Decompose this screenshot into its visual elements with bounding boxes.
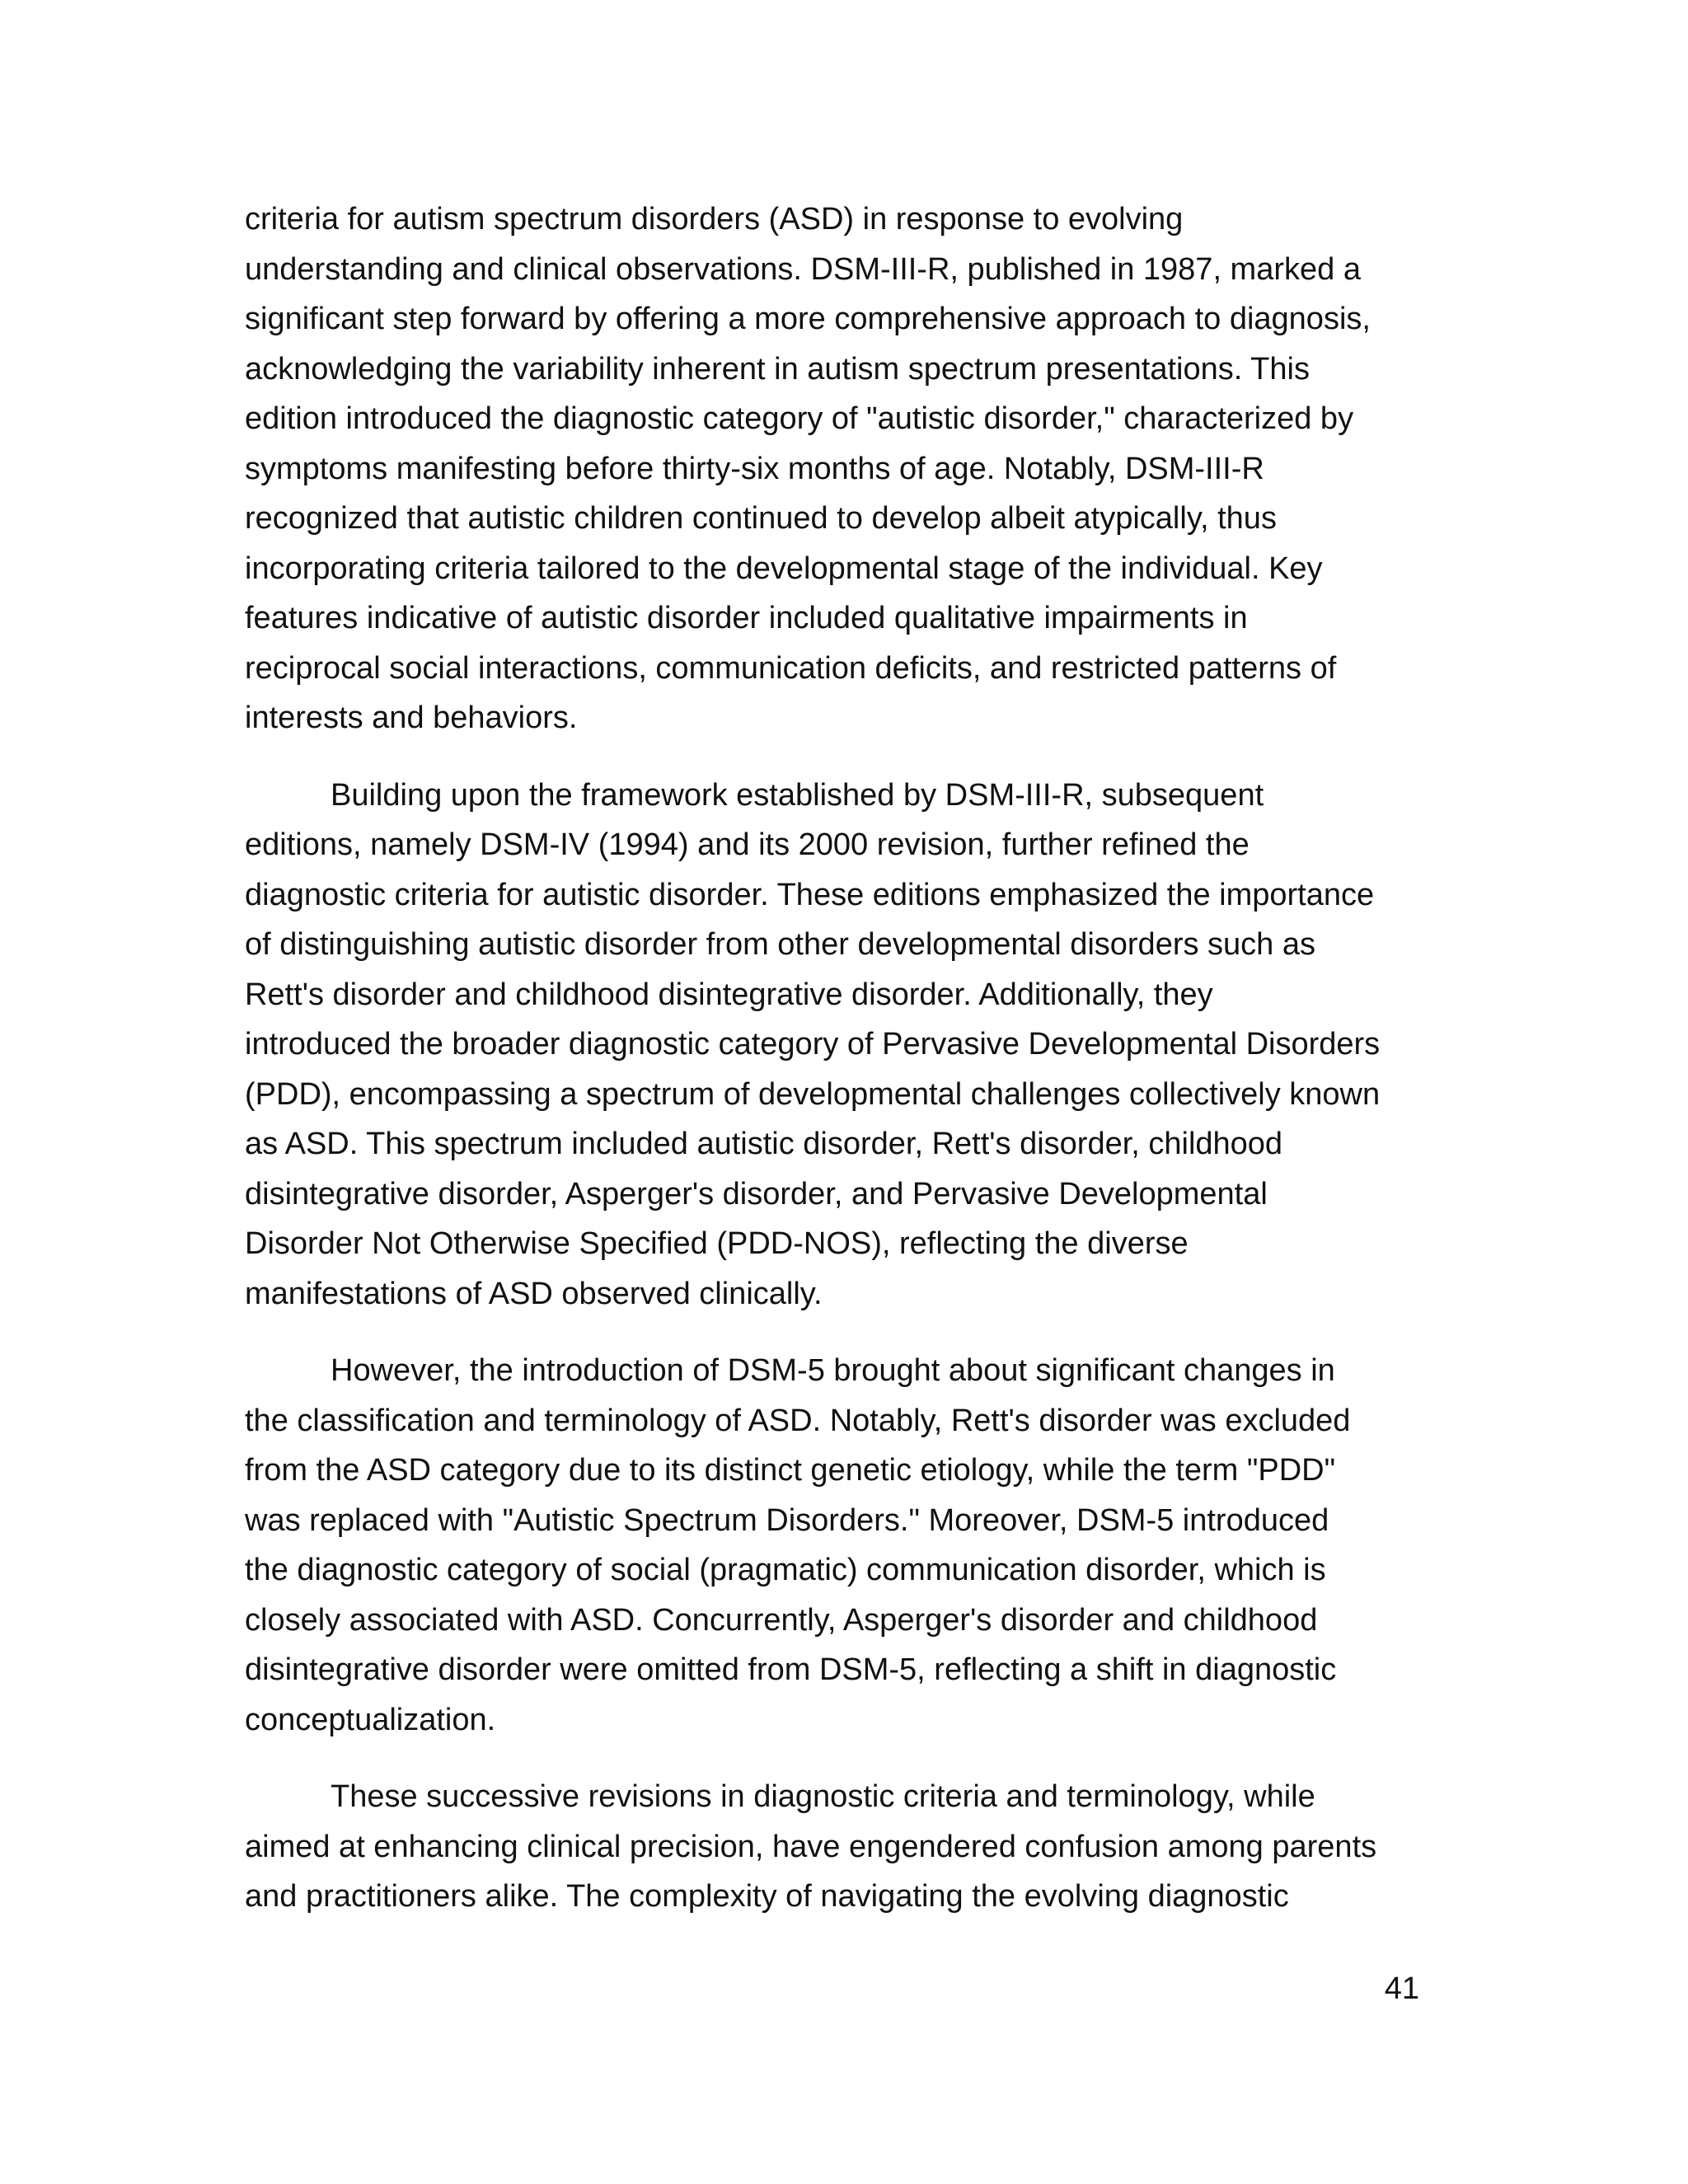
paragraph-line: significant step forward by offering a more comprehensive approach to diagnosis, — [245, 302, 1371, 336]
paragraph-line: acknowledging the variability inherent in autism spectrum presentations. This — [245, 351, 1310, 387]
paragraph-line: as ASD. This spectrum included autistic disorder, Rett's disorder, childhood — [245, 1127, 1283, 1161]
paragraph-line: diagnostic criteria for autistic disorder. These editions emphasized the importance — [245, 877, 1375, 912]
paragraph-line: understanding and clinical observations. DSM-III-R, published in 1987, marked a — [245, 251, 1361, 287]
paragraph-3 — [245, 1346, 1440, 1745]
paragraph-line: However, the introduction of DSM-5 brought about significant changes in — [331, 1353, 1335, 1388]
paragraph-line: closely associated with ASD. Concurrently, Asperger's disorder and childhood — [245, 1602, 1318, 1638]
paragraph-line: criteria for autism spectrum disorders (ASD) in response to evolving — [245, 202, 1184, 237]
paragraph-line: symptoms manifesting before thirty-six months of age. Notably, DSM-III-R — [245, 451, 1264, 486]
paragraph-line: disintegrative disorder, Asperger's disorder, and Pervasive Developmental — [245, 1176, 1268, 1212]
paragraph-line: and practitioners alike. The complexity of navigating the evolving diagnostic — [245, 1879, 1289, 1914]
paragraph-spacer — [245, 1745, 1440, 1772]
paragraph-2 — [245, 771, 1440, 1319]
paragraph-line: aimed at enhancing clinical precision, have engendered confusion among parents — [245, 1829, 1377, 1864]
paragraph-line: was replaced with "Autistic Spectrum Disorders." Moreover, DSM-5 introduced — [245, 1502, 1329, 1538]
paragraph-line: features indicative of autistic disorder included qualitative impairments in — [245, 601, 1248, 635]
paragraph-line: the diagnostic category of social (pragmatic) communication disorder, which is — [245, 1553, 1326, 1587]
paragraph-4 — [245, 1772, 1440, 1922]
paragraph-spacer — [245, 1319, 1440, 1346]
paragraph-line: disintegrative disorder were omitted from DSM-5, reflecting a shift in diagnostic — [245, 1652, 1337, 1687]
paragraph-line: (PDD), encompassing a spectrum of developmental challenges collectively known — [245, 1076, 1381, 1112]
paragraph-line: of distinguishing autistic disorder from other developmental disorders such as — [245, 927, 1315, 962]
paragraph-line: the classification and terminology of ASD. Notably, Rett's disorder was excluded — [245, 1403, 1351, 1438]
paragraph-line: Disorder Not Otherwise Specified (PDD-NOS), reflecting the diverse — [245, 1226, 1189, 1261]
paragraph-line: incorporating criteria tailored to the developmental stage of the individual. Key — [245, 551, 1323, 586]
paragraph-line: These successive revisions in diagnostic criteria and terminology, while — [331, 1779, 1315, 1814]
paragraph-1 — [245, 194, 1440, 743]
paragraph-line: interests and behaviors. — [245, 701, 578, 735]
paragraph-line: conceptualization. — [245, 1702, 496, 1737]
paragraph-line: edition introduced the diagnostic category of "autistic disorder," characterized by — [245, 401, 1354, 436]
paragraph-spacer — [245, 743, 1440, 771]
body-text — [245, 194, 1440, 1922]
page-number: 41 — [1384, 1971, 1419, 2006]
paragraph-line: recognized that autistic children continued to develop albeit atypically, thus — [245, 501, 1277, 536]
paragraph-line: introduced the broader diagnostic category of Pervasive Developmental Disorders — [245, 1027, 1381, 1062]
paragraph-line: Rett's disorder and childhood disintegrative disorder. Additionally, they — [245, 977, 1213, 1012]
paragraph-line: manifestations of ASD observed clinically. — [245, 1276, 823, 1311]
paragraph-line: reciprocal social interactions, communication deficits, and restricted patterns of — [245, 650, 1337, 686]
paragraph-line: editions, namely DSM-IV (1994) and its 2000 revision, further refined the — [245, 827, 1250, 862]
paragraph-line: from the ASD category due to its distinct genetic etiology, while the term "PDD" — [245, 1453, 1336, 1488]
paragraph-line: Building upon the framework established by DSM-III-R, subsequent — [331, 777, 1264, 813]
